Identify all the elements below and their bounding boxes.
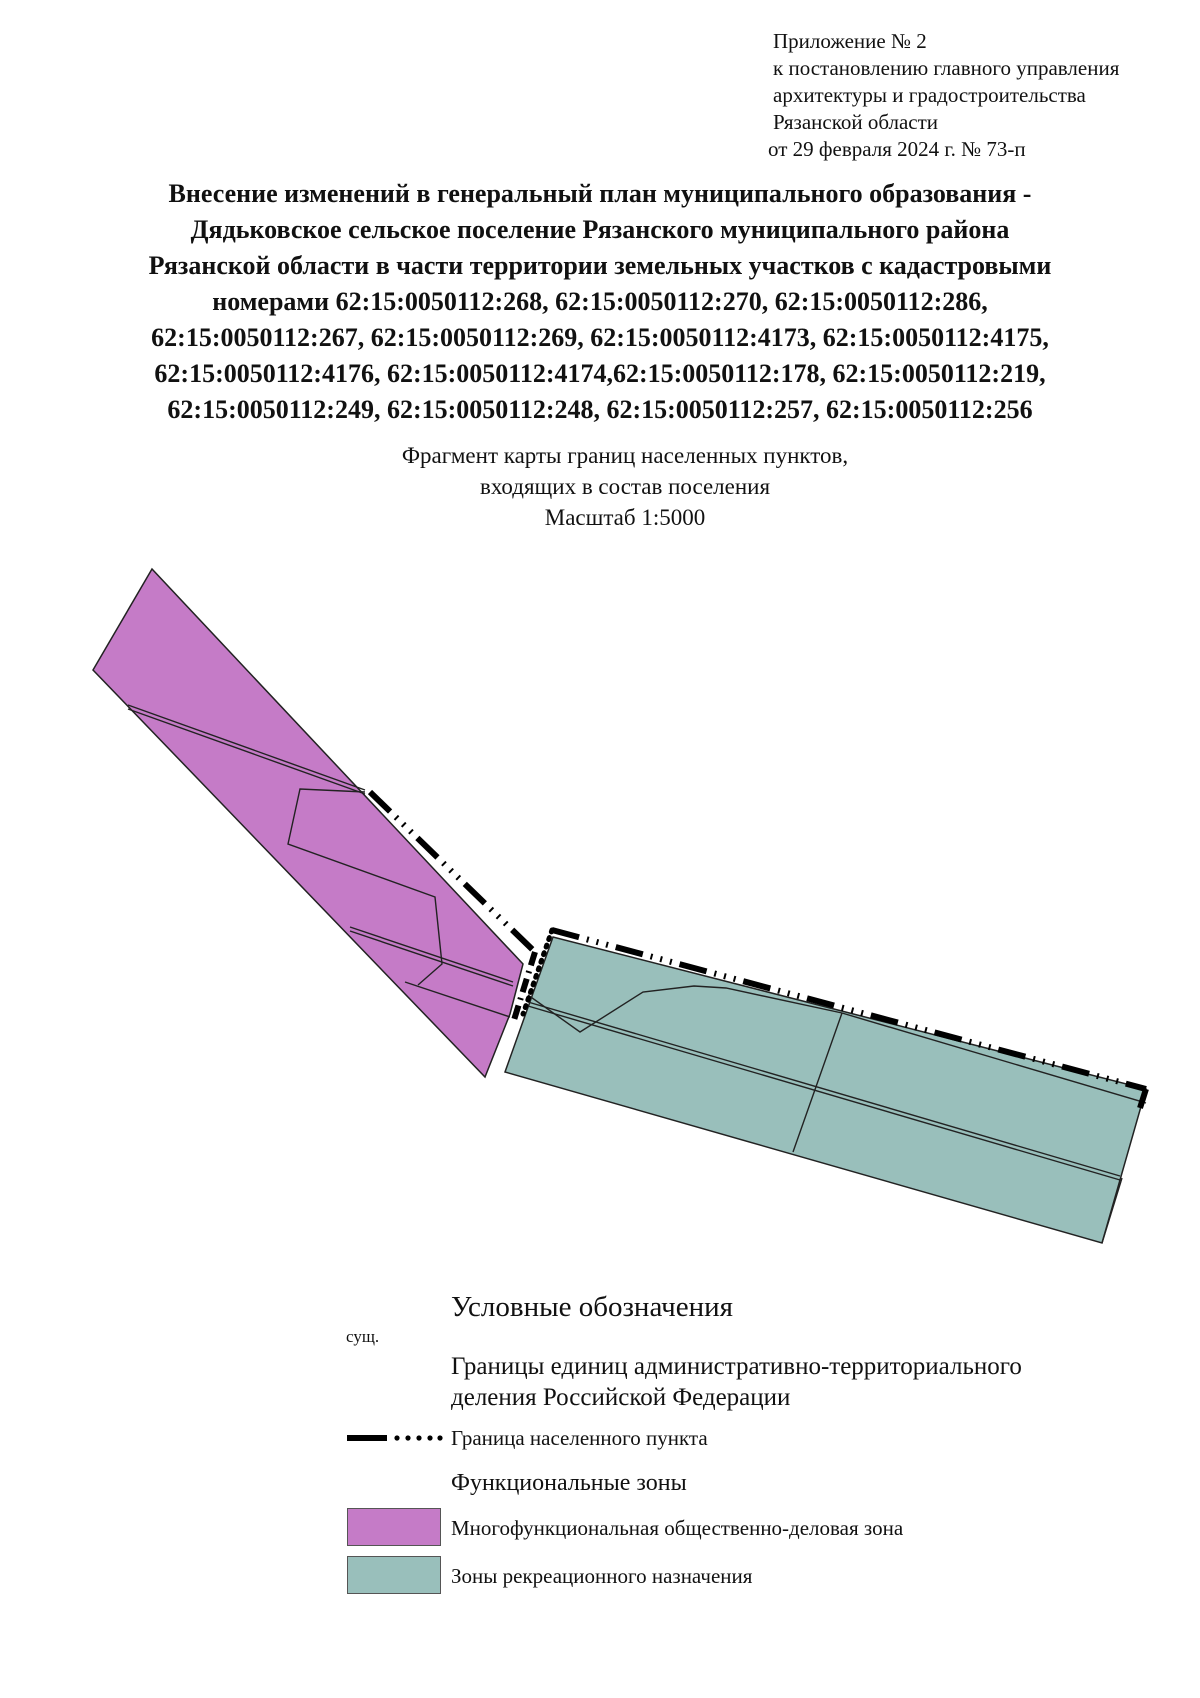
legend-admin-heading-line: деления Российской Федерации — [451, 1384, 791, 1411]
document-title — [70, 176, 1130, 428]
business-zone-swatch — [347, 1508, 441, 1546]
appendix-resolution: к постановлению главного управления — [773, 56, 1120, 80]
legend-title: Условные обозначения — [451, 1291, 733, 1323]
recreation-zone-label: Зоны рекреационного назначения — [451, 1564, 753, 1588]
title-line: 62:15:0050112:249, 62:15:0050112:248, 62:15:0050112:257, 62:15:0050112:256 — [167, 395, 1033, 424]
map-fragment — [0, 540, 1200, 1260]
settlement-boundary-symbol — [347, 1432, 443, 1444]
title-line: номерами 62:15:0050112:268, 62:15:0050112:270, 62:15:0050112:286, — [212, 287, 988, 316]
business-zone-label: Многофункциональная общественно-деловая зона — [451, 1516, 904, 1540]
appendix-region: Рязанской области — [773, 110, 939, 134]
map-subtitle — [200, 440, 1050, 533]
title-line: Дядьковское сельское поселение Рязанского муниципального района — [190, 215, 1010, 244]
title-line: Внесение изменений в генеральный план муниципального образования - — [168, 179, 1032, 208]
subtitle-line: входящих в состав поселения — [479, 474, 771, 499]
appendix-authority: архитектуры и градостроительства — [773, 83, 1086, 107]
settlement-boundary-label: Граница населенного пункта — [451, 1426, 708, 1450]
title-line: 62:15:0050112:4176, 62:15:0050112:4174,62:15:0050112:178, 62:15:0050112:219, — [154, 359, 1046, 388]
title-line: 62:15:0050112:267, 62:15:0050112:269, 62:15:0050112:4173, 62:15:0050112:4175, — [151, 323, 1049, 352]
legend-admin-heading — [451, 1351, 1022, 1413]
map-scale: Масштаб 1:5000 — [544, 505, 706, 530]
appendix-date: от 29 февраля 2024 г. № 73-п — [768, 137, 1026, 161]
legend-admin-heading-line: Границы единиц административно-территориального — [451, 1353, 1022, 1380]
subtitle-line: Фрагмент карты границ населенных пунктов, — [401, 443, 849, 468]
appendix-header — [768, 28, 1120, 163]
title-line: Рязанской области в части территории земельных участков с кадастровыми — [148, 251, 1052, 280]
legend-existing-label: сущ. — [346, 1327, 380, 1346]
recreation-zone-swatch — [347, 1556, 441, 1594]
appendix-number: Приложение № 2 — [773, 29, 927, 53]
legend-zones-heading: Функциональные зоны — [451, 1470, 687, 1496]
business-zone-polygon — [93, 569, 523, 1077]
